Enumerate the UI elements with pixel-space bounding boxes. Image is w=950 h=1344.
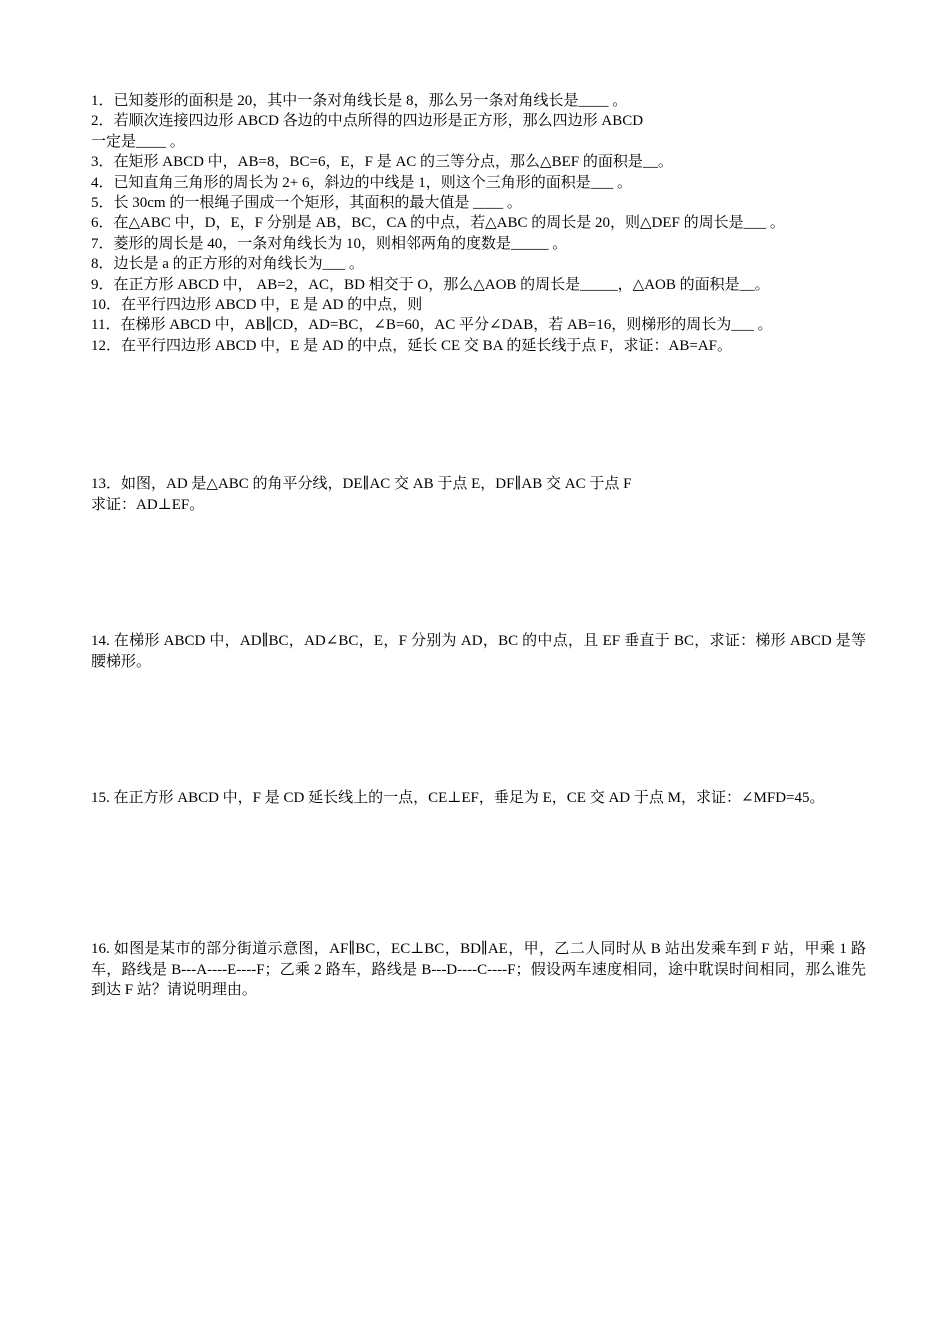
question-7: 7．菱形的周长是 40，一条对角线长为 10，则相邻两角的度数是_____ 。: [91, 235, 568, 252]
question-9: 9．在正方形 ABCD 中， AB=2，AC，BD 相交于 O，那么△AOB 的周长是_____，△AOB 的面积是__。: [91, 276, 770, 293]
answer-space-12: [91, 356, 866, 474]
question-8: 8．边长是 a 的正方形的对角线长为___ 。: [91, 256, 364, 273]
answer-space-16: [91, 1001, 866, 1126]
answer-space-14: [91, 672, 866, 788]
question-4: 4．已知直角三角形的周长为 2+ 6，斜边的中线是 1，则这个三角形的面积是___ 。: [91, 174, 632, 191]
question-14: 14. 在梯形 ABCD 中，AD∥BC，AD∠BC，E，F 分别为 AD，BC 的中点，且 EF 垂直于 BC，求证：梯形 ABCD 是等腰梯形。: [91, 633, 866, 670]
worksheet-page: [91, 91, 866, 1126]
question-12: 12．在平行四边形 ABCD 中，E 是 AD 的中点，延长 CE 交 BA 的延长线于点 F，求证：AB=AF。: [91, 337, 732, 354]
question-15: 15. 在正方形 ABCD 中，F 是 CD 延长线上的一点，CE⊥EF，垂足为 E，CE 交 AD 于点 M，求证：∠MFD=45。: [91, 789, 825, 806]
question-13-line-1: 13．如图，AD 是△ABC 的角平分线，DE∥AC 交 AB 于点 E，DF∥AB 交 AC 于点 F: [91, 476, 632, 493]
question-13-line-2: 求证：AD⊥EF。: [91, 496, 205, 513]
answer-space-15: [91, 808, 866, 939]
question-3: 3．在矩形 ABCD 中，AB=8，BC=6，E，F 是 AC 的三等分点，那么△BEF 的面积是__。: [91, 154, 673, 171]
question-2-line-1: 2．若顺次连接四边形 ABCD 各边的中点所得的四边形是正方形，那么四边形 ABCD: [91, 113, 644, 130]
question-16: 16. 如图是某市的部分街道示意图，AF∥BC，EC⊥BC，BD∥AE，甲，乙二人同时从 B 站出发乘车到 F 站，甲乘 1 路车，路线是 B---A----E----F；乙乘 2 路车，路线是 B---D----C----F；假设两车速度相同，途中耽误时间相同，那么谁先到达 F 站？请说明理由。: [91, 941, 866, 999]
question-5: 5．长 30cm 的一根绳子围成一个矩形，其面积的最大值是 ____ 。: [91, 195, 522, 212]
answer-space-13: [91, 515, 866, 631]
question-11: 11．在梯形 ABCD 中，AB∥CD，AD=BC，∠B=60，AC 平分∠DAB，若 AB=16，则梯形的周长为___ 。: [91, 317, 773, 334]
question-6: 6．在△ABC 中，D，E，F 分别是 AB，BC，CA 的中点，若△ABC 的周长是 20，则△DEF 的周长是___ 。: [91, 215, 785, 232]
question-2-line-2: 一定是____ 。: [91, 133, 185, 150]
question-1: 1．已知菱形的面积是 20，其中一条对角线长是 8，那么另一条对角线长是____ 。: [91, 93, 628, 109]
question-10: 10．在平行四边形 ABCD 中，E 是 AD 的中点，则: [91, 297, 423, 314]
